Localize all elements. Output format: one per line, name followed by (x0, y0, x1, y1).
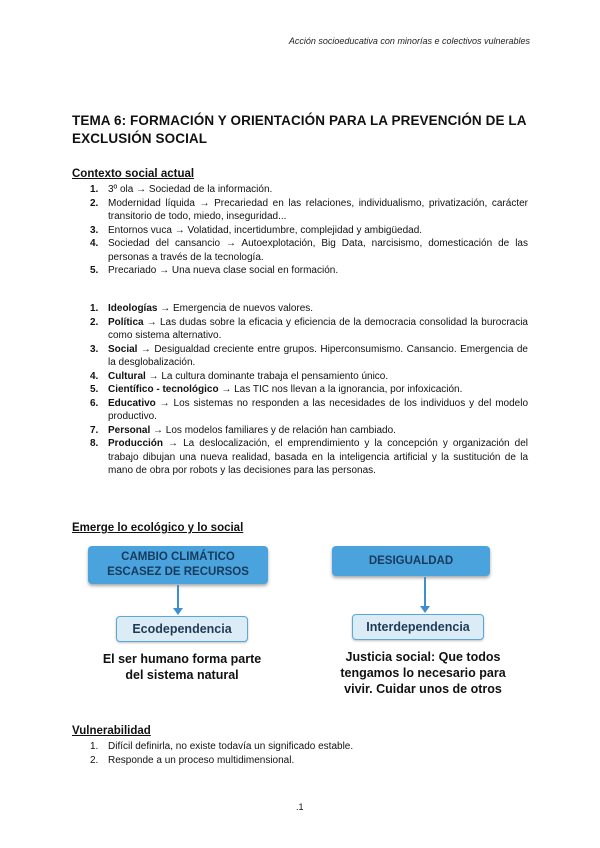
list-item (72, 197, 528, 224)
ecodependencia-box: Ecodependencia (116, 616, 248, 642)
list-text: → La deslocalización, el emprendimiento y la concepción y organización del trabajo dibujan una nueva realidad, basada en la inteligencia artificial y la sustitución de la mano de obra por robots y las decisiones para las personas. (108, 438, 528, 476)
list-text: → Desigualdad creciente entre grupos. Hiperconsumismo. Cansancio. Emergencia de la desglobalización. (108, 343, 528, 368)
arrow-head-icon (173, 608, 183, 615)
list-item (72, 397, 528, 424)
caption-line: Justicia social: Que todos (345, 650, 501, 664)
list-text: → Las TIC nos llevan a la ignorancia, por infoxicación. (218, 384, 463, 395)
list-text: → Emergencia de nuevos valores. (157, 303, 314, 314)
list-text: Difícil definirla, no existe todavía un significado estable. (108, 741, 354, 752)
list-number: 2. (90, 754, 99, 766)
list-term: Educativo (108, 397, 156, 409)
list-number: 5. (90, 265, 99, 276)
list-text: Entornos vuca → Volatidad, incertidumbre, complejidad y ambigüedad. (108, 224, 423, 236)
list-term: Producción (108, 438, 164, 449)
list-text: Modernidad líquida → Precariedad en las relaciones, individualismo, privatización, carácter transitorio de todo, miedo, inseguridad... (108, 197, 528, 222)
list-text: Sociedad del cansancio → Autoexplotación, Big Data, narcisismo, domesticación de las personas a través de la tecnología. (108, 238, 528, 263)
list-number: 5. (90, 384, 99, 395)
caption-line: El ser humano forma parte (102, 652, 262, 666)
list-text: → Las dudas sobre la eficacia y eficiencia de la democracia consolidad la burocracia como sistema alternativo. (108, 316, 528, 341)
contexto-list-1 (72, 183, 528, 278)
page-title: TEMA 6: FORMACIÓN Y ORIENTACIÓN PARA LA PREVENCIÓN DE LA EXCLUSIÓN SOCIAL (72, 113, 527, 146)
contexto-list-2 (72, 302, 528, 478)
list-item (72, 224, 528, 238)
caption-line: tengamos lo necesario para (340, 666, 506, 680)
caption-line: vivir. Cuidar unos de otros (344, 682, 502, 696)
list-item (72, 383, 528, 397)
desigualdad-box: DESIGUALDAD (332, 546, 490, 576)
list-number: 1. (90, 741, 99, 752)
list-number: 2. (90, 197, 99, 209)
list-item (72, 237, 528, 264)
list-item (72, 343, 528, 370)
list-term: Personal (108, 424, 151, 436)
list-term: Cultural (108, 370, 146, 382)
list-text: → La cultura dominante trabaja el pensamiento único. (145, 370, 389, 382)
box-line: ESCASEZ DE RECURSOS (107, 566, 249, 578)
arrow-head-icon (420, 606, 430, 613)
list-number: 8. (90, 438, 99, 449)
list-term: Científico - tecnológico (108, 384, 219, 395)
list-item (72, 302, 528, 316)
list-text: Responde a un proceso multidimensional. (108, 754, 295, 766)
running-header: Acción socioeducativa con minorías e colectivos vulnerables (288, 36, 530, 46)
list-number: 2. (90, 316, 99, 328)
list-number: 4. (90, 238, 99, 249)
list-item (72, 437, 528, 478)
list-item (72, 264, 528, 278)
section-heading-ecologico: Emerge lo ecológico y lo social (72, 522, 244, 534)
interdependencia-box: Interdependencia (352, 614, 484, 640)
list-item (72, 424, 528, 438)
arrow-down-icon (424, 577, 426, 607)
box-line: CAMBIO CLIMÁTICO (121, 551, 235, 563)
list-text: → Los sistemas no responden a las necesidades de los individuos y del modelo productivo. (108, 397, 528, 422)
list-text: → Los modelos familiares y de relación han cambiado. (150, 424, 396, 436)
list-item (72, 370, 528, 384)
list-term: Social (108, 343, 138, 355)
page-number: .1 (296, 802, 304, 812)
list-number: 1. (90, 303, 99, 314)
list-text: Precariado → Una nueva clase social en formación. (108, 265, 339, 276)
list-text: 3º ola → Sociedad de la información. (108, 184, 273, 195)
list-number: 1. (90, 184, 99, 195)
arrow-down-icon (177, 585, 179, 609)
cambio-climatico-box (88, 546, 268, 584)
list-number: 6. (90, 397, 99, 409)
list-number: 3. (90, 343, 99, 355)
right-caption (318, 649, 528, 697)
left-caption (82, 651, 282, 683)
section-heading-contexto: Contexto social actual (72, 168, 195, 180)
list-number: 3. (90, 224, 99, 236)
list-item (72, 183, 528, 197)
section-heading-vulnerabilidad: Vulnerabilidad (72, 725, 151, 737)
list-item (72, 740, 528, 754)
vulnerabilidad-list (72, 740, 528, 767)
list-term: Ideologías (108, 303, 158, 314)
caption-line: del sistema natural (125, 668, 239, 682)
list-term: Política (108, 316, 144, 328)
list-number: 4. (90, 370, 99, 382)
list-item (72, 754, 528, 768)
list-number: 7. (90, 424, 99, 436)
list-item (72, 316, 528, 343)
